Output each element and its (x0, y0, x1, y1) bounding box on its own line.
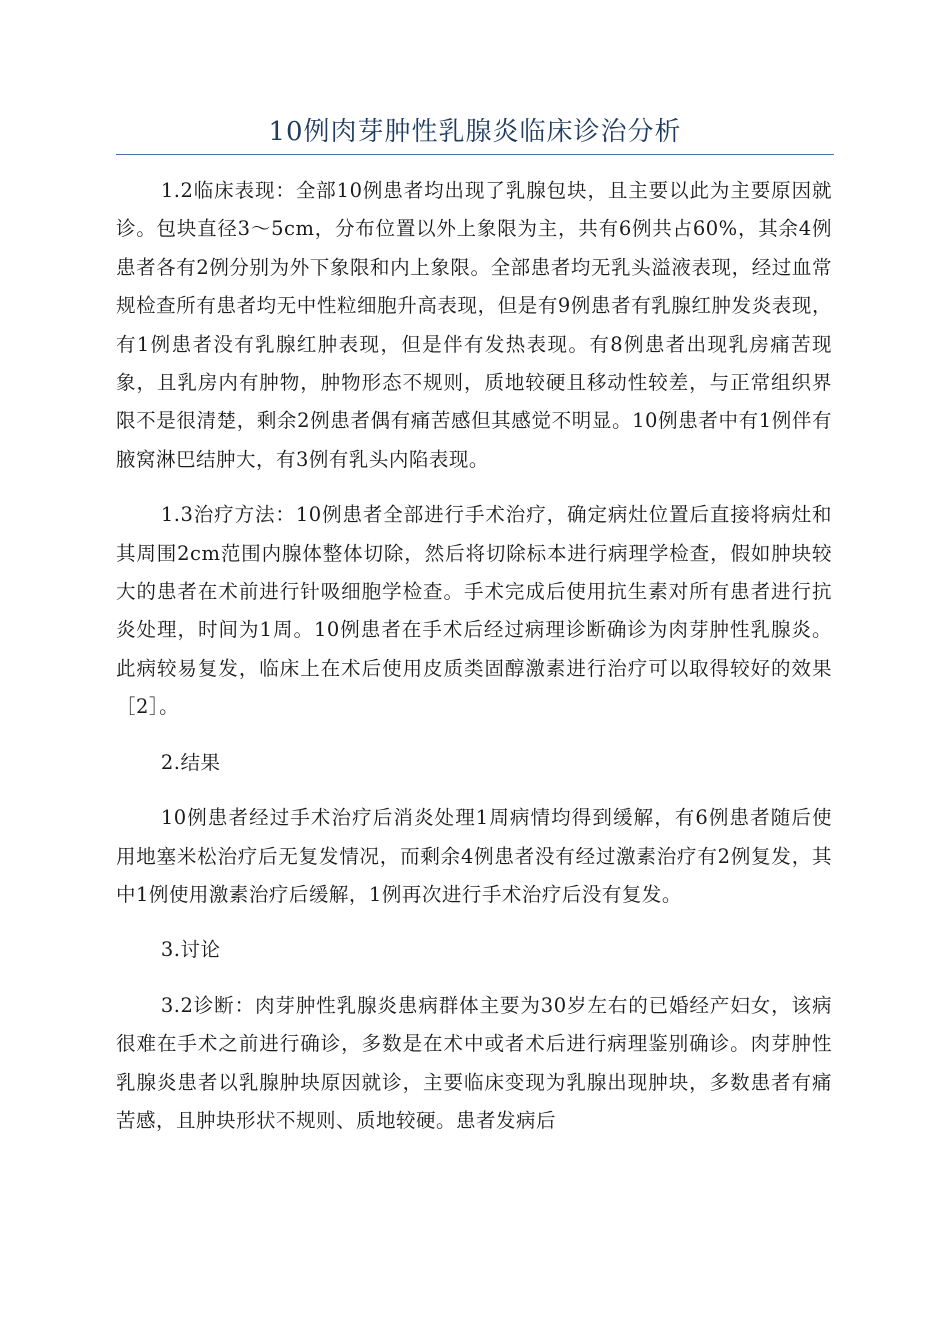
section-heading-discussion: 3.讨论 (160, 938, 221, 962)
paragraph-results: 10例患者经过手术治疗后消炎处理1周病情均得到缓解，有6例患者随后使用地塞米松治疗后无复发情况，而剩余4例患者没有经过激素治疗有2例复发，其中1例使用激素治疗后缓解，1例再次进行手术治疗后没有复发。 (116, 806, 832, 906)
document-title: 10例肉芽肿性乳腺炎临床诊治分析 (268, 117, 682, 147)
section-heading-results: 2.结果 (160, 750, 221, 774)
paragraph-clinical-manifestations: 1.2临床表现：全部10例患者均出现了乳腺包块，且主要以此为主要原因就诊。包块直径3～5cm，分布位置以外上象限为主，共有6例共占60%，其余4例患者各有2例分别为外下象限和内上象限。全部患者均无乳头溢液表现，经过血常规检查所有患者均无中性粒细胞升高表现，但是有9例患者有乳腺红肿发炎表现，有1例患者没有乳腺红肿表现，但是伴有发热表现。有8例患者出现乳房痛苦现象，且乳房内有肿物，肿物形态不规则，质地较硬且移动性较差，与正常组织界限不是很清楚，剩余2例患者偶有痛苦感但其感觉不明显。10例患者中有1例伴有腋窝淋巴结肿大，有3例有乳头内陷表现。 (116, 179, 832, 471)
paragraph-treatment-methods: 1.3治疗方法：10例患者全部进行手术治疗，确定病灶位置后直接将病灶和其周围2cm范围内腺体整体切除，然后将切除标本进行病理学检查，假如肿块较大的患者在术前进行针吸细胞学检查。手术完成后使用抗生素对所有患者进行抗炎处理，时间为1周。10例患者在手术后经过病理诊断确诊为肉芽肿性乳腺炎。此病较易复发，临床上在术后使用皮质类固醇激素进行治疗可以取得较好的效果［2］。 (116, 503, 832, 719)
paragraph-diagnosis: 3.2诊断：肉芽肿性乳腺炎患病群体主要为30岁左右的已婚经产妇女，该病很难在手术之前进行确诊，多数是在术中或者术后进行病理鉴别确诊。肉芽肿性乳腺炎患者以乳腺肿块原因就诊，主要临床变现为乳腺出现肿块，多数患者有痛苦感，且肿块形状不规则、质地较硬。患者发病后 (116, 993, 832, 1132)
document-body (116, 172, 832, 1157)
title-underline (116, 154, 834, 155)
